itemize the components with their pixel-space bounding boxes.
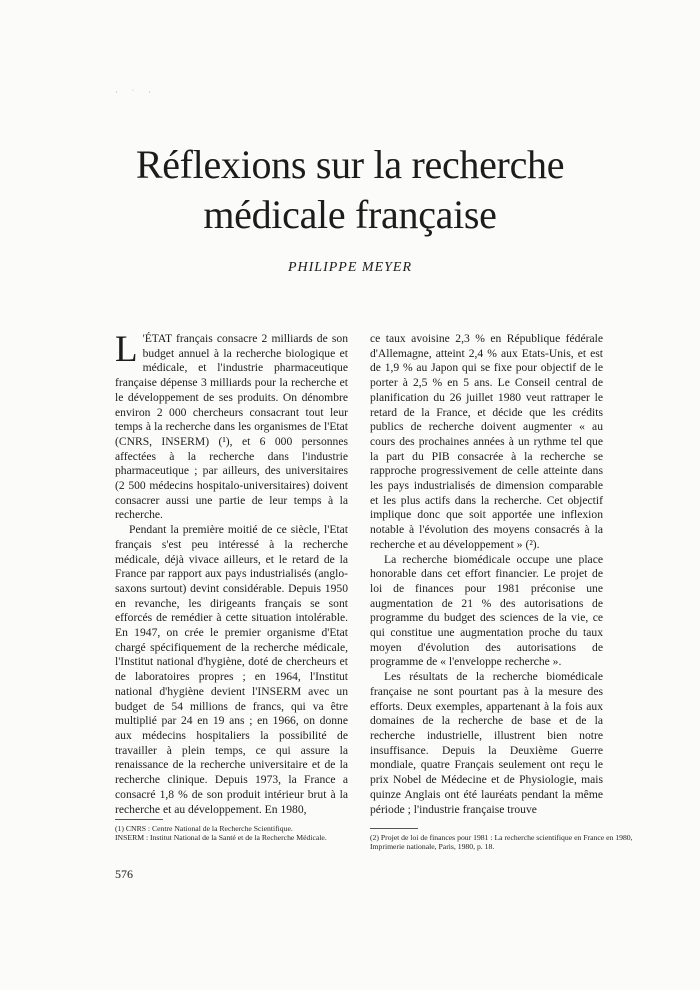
title-line-2: médicale française [203, 192, 497, 237]
body-column-right [370, 332, 603, 817]
footnote-rule [370, 828, 418, 829]
footnotes-right [370, 828, 635, 851]
footnotes-left [115, 819, 365, 842]
title-line-1: Réflexions sur la recherche [135, 142, 565, 187]
paragraph: La recherche biomédicale occupe une place honorable dans cet effort financier. Le projet de loi de finances pour 1981 préconise une augmentation de 21 % des autorisations de programme du budget des sciences de la vie, ce qui constitue une augmentation proche du taux moyen d'évolution des autorisations de programme de « l'enveloppe recherche ». [370, 552, 603, 669]
footnote: (2) Projet de loi de finances pour 1981 : La recherche scientifique en France en 1980, Imprimerie nationale, Paris, 1980, p. 18. [370, 833, 633, 851]
paragraph: ce taux avoisine 2,3 % en République fédérale d'Allemagne, atteint 2,4 % aux Etats-Unis, et est de 1,9 % au Japon qui se fixe pour objectif de le porter à 2,5 % en 5 ans. Le Conseil central de planification du 26 juillet 1980 veut rattraper le retard de la France, et décide que les crédits publics de recherche doivent augmenter « au cours des prochaines années à un rythme tel que la part du PIB consacrée à la recherche se rapproche progressivement de celle atteinte dans les pays industrialisés de dimension comparable et les plus actifs dans la recherche. Cet objectif implique donc que soit apportée une inflexion notable à l'évolution des moyens consacrés à la recherche et au développement » (²). [370, 332, 603, 551]
author-name: PHILIPPE MEYER [287, 260, 413, 275]
footnote: INSERM : Institut National de la Santé et de la Recherche Médicale. [115, 833, 327, 842]
drop-cap: L [115, 329, 138, 370]
paragraph: Pendant la première moitié de ce siècle, l'Etat français s'est peu intéressé à la recherche médicale, déjà vivace ailleurs, et le retard de la France par rapport aux pays industrialisés (anglo-saxons surtout) devint considérable. Depuis 1950 en revanche, les dirigeants français se sont efforcés de remédier à cette situation intolérable. En 1947, on crée le premier organisme d'Etat chargé spécifiquement de la recherche médicale, l'Institut national d'hygiène, doté de chercheurs et de laboratoires propres ; en 1964, l'Institut national d'hygiène devient l'INSERM avec un budget de 54 millions de francs, qui va être multiplié par 24 en 19 ans ; en 1966, on donne aux médecins hospitaliers la possibilité de travailler à plein temps, ce qui assure la renaissance de la recherche universitaire et de la recherche clinique. Depuis 1973, la France a consacré 1,8 % de son produit intérieur brut à la recherche et au développement. En 1980, [115, 523, 348, 816]
article-title [60, 140, 640, 240]
page-number: 576 [115, 867, 133, 881]
body-column-left [115, 329, 348, 817]
paragraph: L 'ÉTAT français consacre 2 milliards de son budget annuel à la recherche biologique et médicale, et l'industrie pharmaceutique française dépense 3 milliards pour la recherche et le développement de ses produits. On dénombre environ 2 000 chercheurs consacrant tout leur temps à la recherche dans les organismes de l'Etat (CNRS, INSERM) (¹), et 6 000 personnes affectées à la recherche dans l'industrie pharmaceutique ; par ailleurs, des universitaires (2 500 médecins hospitalo-universitaires) doivent consacrer aussi une partie de leur temps à la recherche. [115, 329, 348, 522]
footnote-rule [115, 819, 163, 820]
scan-specks: · ˙ · [115, 88, 157, 97]
footnote: (1) CNRS : Centre National de la Recherche Scientifique. [115, 824, 293, 833]
paragraph: Les résultats de la recherche biomédicale française ne sont pourtant pas à la mesure des efforts. Deux exemples, appartenant à la fois aux domaines de la recherche de base et de la recherche industrielle, illustrent bien notre insuffisance. Depuis la Deuxième Guerre mondiale, quatre Français seulement ont reçu le prix Nobel de Médecine et de Physiologie, mais quinze Anglais ont été lauréats pendant la même période ; l'industrie française trouve [370, 670, 603, 816]
